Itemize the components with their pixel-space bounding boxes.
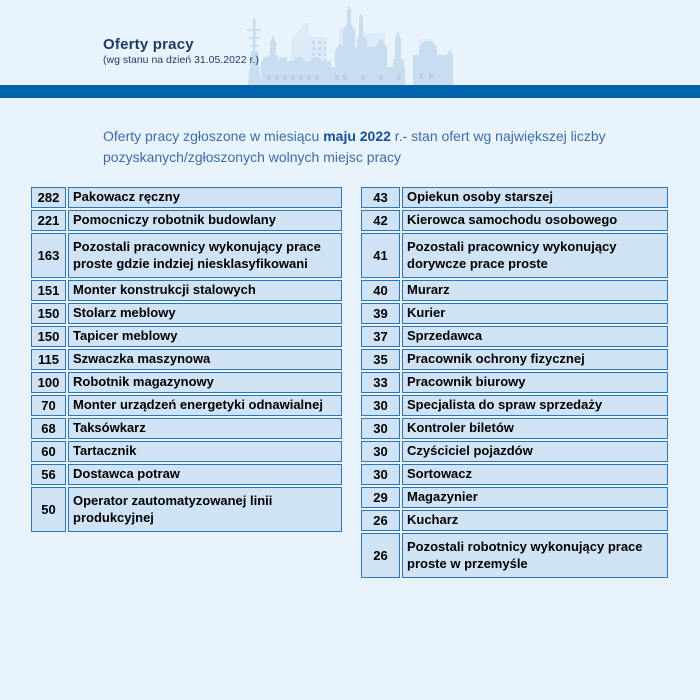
job-row bbox=[31, 441, 342, 462]
job-title-cell: Taksówkarz bbox=[68, 418, 342, 439]
job-row bbox=[361, 418, 668, 439]
job-title-cell: Pomocniczy robotnik budowlany bbox=[68, 210, 342, 231]
job-title-cell: Specjalista do spraw sprzedaży bbox=[402, 395, 668, 416]
job-count-cell: 150 bbox=[31, 326, 66, 347]
job-row bbox=[361, 187, 668, 208]
intro-text-before: Oferty pracy zgłoszone w miesiącu bbox=[103, 128, 324, 144]
job-row bbox=[361, 395, 668, 416]
job-count-cell: 30 bbox=[361, 441, 400, 462]
job-count-cell: 33 bbox=[361, 372, 400, 393]
job-row bbox=[361, 210, 668, 231]
job-row bbox=[361, 280, 668, 301]
job-row bbox=[361, 441, 668, 462]
job-title-cell: Robotnik magazynowy bbox=[68, 372, 342, 393]
job-count-cell: 26 bbox=[361, 533, 400, 578]
job-count-cell: 115 bbox=[31, 349, 66, 370]
job-title-cell: Czyściciel pojazdów bbox=[402, 441, 668, 462]
job-count-cell: 39 bbox=[361, 303, 400, 324]
job-row bbox=[361, 303, 668, 324]
job-count-cell: 40 bbox=[361, 280, 400, 301]
job-count-cell: 30 bbox=[361, 395, 400, 416]
job-count-cell: 56 bbox=[31, 464, 66, 485]
job-title-cell: Pozostali pracownicy wykonujący dorywcze prace proste bbox=[402, 233, 668, 278]
job-count-cell: 30 bbox=[361, 464, 400, 485]
job-count-cell: 163 bbox=[31, 233, 66, 278]
page-header bbox=[0, 0, 700, 85]
job-count-cell: 151 bbox=[31, 280, 66, 301]
job-title-cell: Pracownik biurowy bbox=[402, 372, 668, 393]
job-title-cell: Sortowacz bbox=[402, 464, 668, 485]
title-block bbox=[103, 37, 259, 67]
job-title-cell: Szwaczka maszynowa bbox=[68, 349, 342, 370]
city-skyline-icon bbox=[243, 5, 455, 85]
job-row bbox=[31, 487, 342, 532]
job-row bbox=[361, 533, 668, 578]
job-row bbox=[361, 233, 668, 278]
job-count-cell: 29 bbox=[361, 487, 400, 508]
job-count-cell: 37 bbox=[361, 326, 400, 347]
intro-paragraph bbox=[103, 126, 627, 167]
job-count-cell: 60 bbox=[31, 441, 66, 462]
job-row bbox=[31, 372, 342, 393]
job-title-cell: Monter konstrukcji stalowych bbox=[68, 280, 342, 301]
job-row bbox=[31, 464, 342, 485]
job-title-cell: Tartacznik bbox=[68, 441, 342, 462]
job-row bbox=[31, 280, 342, 301]
job-title-cell: Murarz bbox=[402, 280, 668, 301]
job-row bbox=[361, 372, 668, 393]
job-title-cell: Pracownik ochrony fizycznej bbox=[402, 349, 668, 370]
job-title-cell: Stolarz meblowy bbox=[68, 303, 342, 324]
job-title-cell: Kurier bbox=[402, 303, 668, 324]
job-count-cell: 100 bbox=[31, 372, 66, 393]
job-count-cell: 26 bbox=[361, 510, 400, 531]
job-count-cell: 42 bbox=[361, 210, 400, 231]
job-count-cell: 221 bbox=[31, 210, 66, 231]
job-row bbox=[31, 418, 342, 439]
job-row bbox=[31, 187, 342, 208]
job-title-cell: Monter urządzeń energetyki odnawialnej bbox=[68, 395, 342, 416]
job-row bbox=[361, 510, 668, 531]
intro-highlight: maju 2022 bbox=[323, 128, 391, 144]
page-subtitle: (wg stanu na dzień 31.05.2022 r.) bbox=[103, 54, 259, 66]
jobs-table-left bbox=[31, 187, 342, 532]
job-count-cell: 41 bbox=[361, 233, 400, 278]
job-count-cell: 35 bbox=[361, 349, 400, 370]
job-row bbox=[361, 326, 668, 347]
job-row bbox=[31, 326, 342, 347]
job-row bbox=[31, 210, 342, 231]
job-count-cell: 43 bbox=[361, 187, 400, 208]
job-title-cell: Tapicer meblowy bbox=[68, 326, 342, 347]
job-title-cell: Opiekun osoby starszej bbox=[402, 187, 668, 208]
job-row bbox=[361, 487, 668, 508]
job-title-cell: Pozostali pracownicy wykonujący prace proste gdzie indziej niesklasyfikowani bbox=[68, 233, 342, 278]
job-count-cell: 70 bbox=[31, 395, 66, 416]
job-title-cell: Sprzedawca bbox=[402, 326, 668, 347]
page-title: Oferty pracy bbox=[103, 36, 194, 53]
job-title-cell: Operator zautomatyzowanej linii produkcyjnej bbox=[68, 487, 342, 532]
job-title-cell: Magazynier bbox=[402, 487, 668, 508]
job-count-cell: 30 bbox=[361, 418, 400, 439]
job-count-cell: 150 bbox=[31, 303, 66, 324]
jobs-table-right bbox=[361, 187, 668, 578]
job-row bbox=[361, 349, 668, 370]
job-count-cell: 68 bbox=[31, 418, 66, 439]
job-title-cell: Dostawca potraw bbox=[68, 464, 342, 485]
job-row bbox=[31, 303, 342, 324]
job-count-cell: 50 bbox=[31, 487, 66, 532]
job-row bbox=[31, 395, 342, 416]
job-title-cell: Kucharz bbox=[402, 510, 668, 531]
job-title-cell: Pozostali robotnicy wykonujący prace proste w przemyśle bbox=[402, 533, 668, 578]
intro-text-after: r.- stan ofert wg największej liczby pozyskanych/zgłoszonych wolnych miejsc pracy bbox=[103, 128, 606, 165]
job-title-cell: Pakowacz ręczny bbox=[68, 187, 342, 208]
job-count-cell: 282 bbox=[31, 187, 66, 208]
job-row bbox=[361, 464, 668, 485]
job-title-cell: Kierowca samochodu osobowego bbox=[402, 210, 668, 231]
job-title-cell: Kontroler biletów bbox=[402, 418, 668, 439]
job-row bbox=[31, 233, 342, 278]
accent-bar bbox=[0, 85, 700, 98]
job-row bbox=[31, 349, 342, 370]
